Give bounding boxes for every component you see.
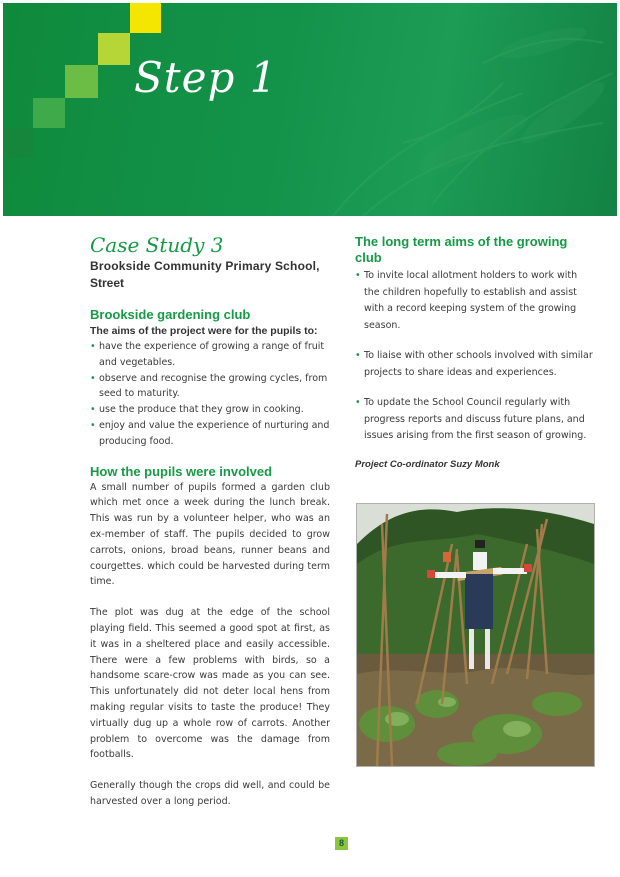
aims-intro: The aims of the project were for the pupils to: — [90, 325, 318, 337]
paragraph: The plot was dug at the edge of the school playing field. This seemed a good spot at first, as it was in a sheltered place and easily accessible. There were a few problems with birds, so a handsome scare-crow was made as you can see. This unfortunately did not deter local hens from making regular visits to taste the produce! They virtually dug up a whole row of carrots. Another problem to overcome was the damage from footballs. — [90, 607, 330, 761]
school-name-line1: Brookside Community Primary School, — [90, 259, 320, 273]
header-banner — [3, 3, 617, 216]
pupil-aims-list — [90, 339, 330, 450]
paragraph: A small number of pupils formed a garden club which met once a week during the lunch break. This was run by a volunteer helper, who was an ex-member of staff. The pupils decided to grow carrots, onions, broad beans, runner beans and courgettes. which could be harvested during term time. — [90, 481, 330, 588]
school-name — [90, 258, 330, 292]
garden-photo-illustration — [357, 504, 594, 766]
decorative-square-mid-green — [33, 98, 65, 128]
decorative-square-light-green — [65, 65, 98, 98]
club-heading: Brookside gardening club — [90, 307, 251, 322]
list-item: • enjoy and value the experience of nurturing and producing food. — [90, 418, 330, 450]
page-title: Step 1 — [134, 53, 278, 102]
decorative-square-lime — [98, 33, 130, 65]
list-item: • To update the School Council regularly with progress reports and discuss future plans, and issues arising from the first season of growing. — [355, 395, 593, 445]
left-column — [90, 233, 330, 810]
case-study-heading: Case Study 3 — [90, 233, 224, 257]
long-term-aims-heading: The long term aims of the growing club — [355, 234, 568, 265]
right-column — [355, 234, 593, 470]
coordinator-credit: Project Co-ordinator Suzy Monk — [355, 458, 500, 470]
list-item: • To invite local allotment holders to work with the children hopefully to establish and assist with a record keeping system of the growing season. — [355, 268, 593, 334]
school-name-line2: Street — [90, 276, 125, 290]
page-number: 8 — [335, 837, 348, 850]
list-item: • To liaise with other schools involved with similar projects to share ideas and experiences. — [355, 348, 593, 381]
paragraph: Generally though the crops did well, and could be harvested over a long period. — [90, 780, 330, 807]
long-term-aims-list — [355, 268, 593, 445]
list-item: • use the produce that they grow in cooking. — [90, 402, 330, 418]
decorative-square-dark-green — [3, 128, 33, 158]
scarecrow-garden-photo — [356, 503, 595, 767]
list-item: • observe and recognise the growing cycles, from seed to maturity. — [90, 371, 330, 403]
leaf-background-graphic — [3, 3, 617, 216]
involved-heading: How the pupils were involved — [90, 463, 273, 479]
decorative-square-yellow — [130, 3, 161, 33]
list-item: • have the experience of growing a range of fruit and vegetables. — [90, 339, 330, 371]
